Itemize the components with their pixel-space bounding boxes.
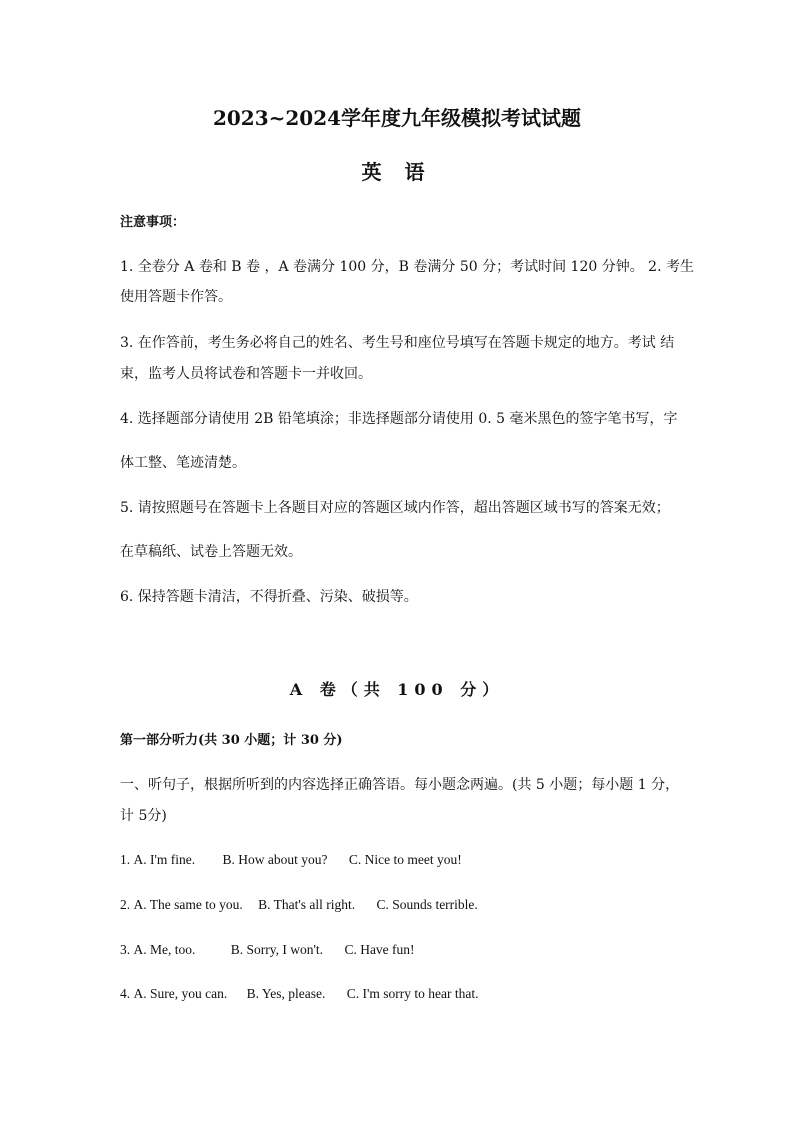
option-a: A. Me, too. — [133, 942, 196, 957]
subject-title: 英 语 — [361, 160, 433, 184]
option-a: A. The same to you. — [133, 897, 243, 912]
exam-title: 2023~2024学年度九年级模拟考试试题 — [212, 106, 582, 130]
question-4 — [120, 984, 680, 1004]
notes-line: 使用答题卡作答。 — [120, 289, 232, 305]
instruction-line: 一、听句子，根据所听到的内容选择正确答语。每小题念两遍。(共 5 小题；每小题 1 分， — [120, 777, 680, 793]
option-b: B. Sorry, I won't. — [230, 942, 324, 957]
question-number: 2. — [120, 897, 131, 912]
notes-line: 束，监考人员将试卷和答题卡一并收回。 — [120, 366, 372, 382]
question-3 — [120, 940, 680, 960]
notes-line: 体工整、笔迹清楚。 — [120, 455, 246, 471]
option-a: A. I'm fine. — [133, 852, 196, 867]
notes-line: 3. 在作答前，考生务必将自己的姓名、考生号和座位号填写在答题卡规定的地方。考试 结 — [120, 335, 675, 351]
option-b: B. Yes, please. — [246, 986, 326, 1001]
option-c: C. Have fun! — [344, 942, 415, 957]
part-one-heading: 第一部分听力(共 30 小题；计 30 分) — [120, 733, 343, 748]
question-2 — [120, 895, 680, 915]
instruction-line: 计 5分) — [120, 808, 167, 824]
section-a-title: A 卷（共 100 分） — [289, 680, 505, 699]
notes-heading: 注意事项： — [120, 215, 186, 230]
notes-line: 6. 保持答题卡清洁，不得折叠、污染、破损等。 — [120, 589, 418, 605]
notes-line: 在草稿纸、试卷上答题无效。 — [120, 544, 302, 560]
option-c: C. Sounds terrible. — [376, 897, 478, 912]
option-c: C. Nice to meet you! — [348, 852, 462, 867]
option-b: B. That's all right. — [258, 897, 356, 912]
question-number: 4. — [120, 986, 131, 1001]
option-b: B. How about you? — [222, 852, 328, 867]
option-c: C. I'm sorry to hear that. — [346, 986, 479, 1001]
question-number: 1. — [120, 852, 131, 867]
notes-line: 4. 选择题部分请使用 2B 铅笔填涂；非选择题部分请使用 0. 5 毫米黑色的签字笔书写，字 — [120, 411, 678, 427]
question-1 — [120, 850, 680, 870]
question-number: 3. — [120, 942, 131, 957]
notes-line: 5. 请按照题号在答题卡上各题目对应的答题区域内作答，超出答题区域书写的答案无效； — [120, 500, 670, 516]
notes-line: 1. 全卷分 A 卷和 B 卷 ，A 卷满分 100 分，B 卷满分 50 分；考试时间 120 分钟。 2. 考生 — [120, 259, 694, 275]
option-a: A. Sure, you can. — [133, 986, 228, 1001]
